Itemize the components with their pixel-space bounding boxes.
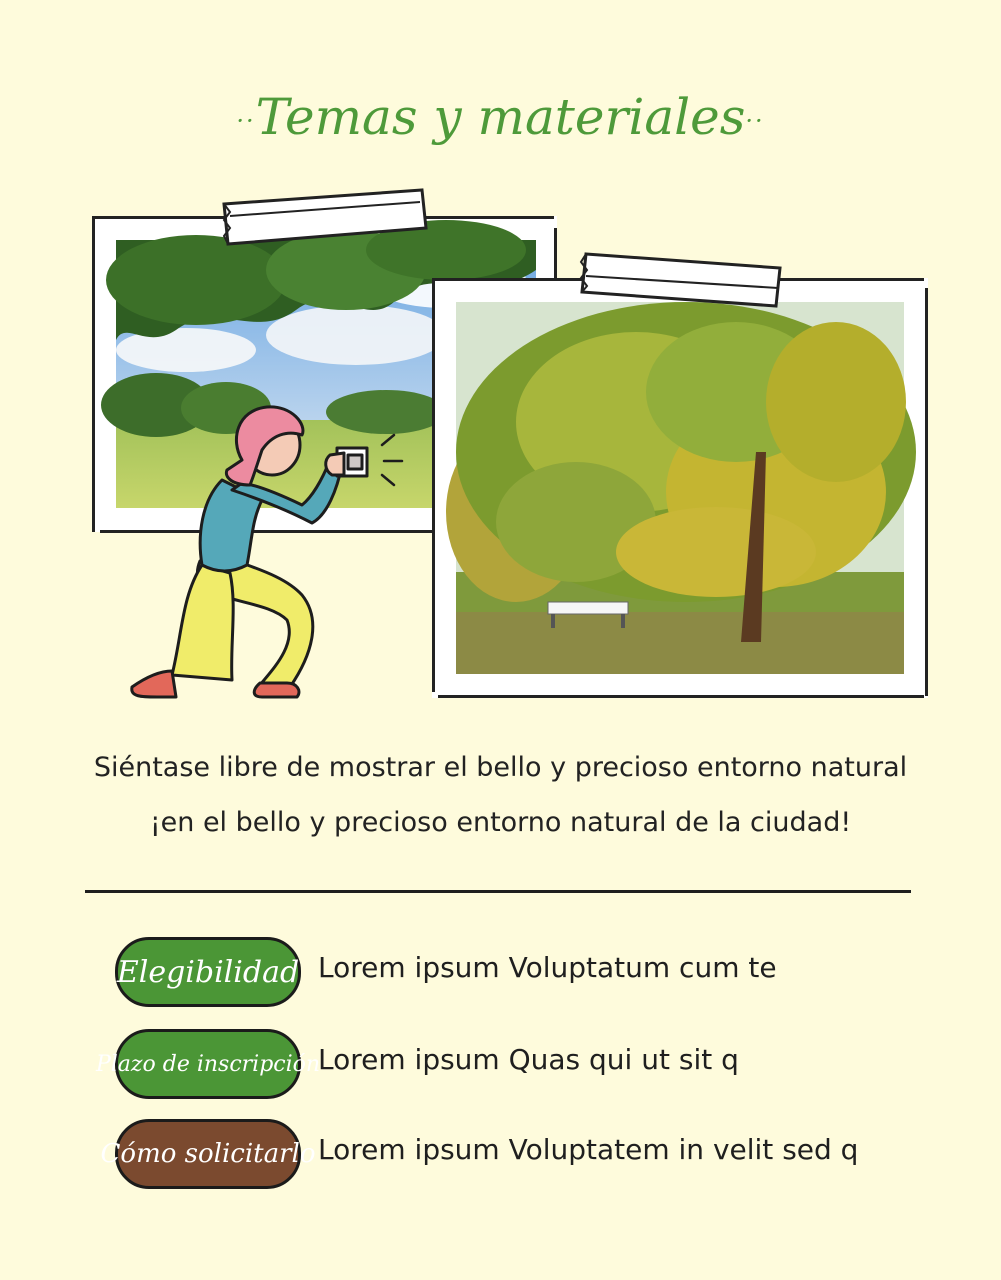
label-pill-how-to-apply	[100, 1119, 316, 1189]
row-text-how-to-apply: Lorem ipsum Voluptatem in velit sed q	[318, 1133, 859, 1166]
pill-label: Cómo solicitarlo	[100, 1139, 316, 1169]
divider	[85, 890, 911, 893]
info-row-eligibility	[115, 937, 915, 1007]
photographer-illustration	[112, 405, 412, 705]
pill-label: Plazo de inscripción	[95, 1051, 321, 1077]
title-dots-right: ··	[745, 107, 765, 135]
tree-photo	[456, 302, 904, 674]
tape-strip	[222, 186, 432, 248]
pill-label: Elegibilidad	[116, 954, 300, 990]
caption-line-2: ¡en el bello y precioso entorno natural de la ciudad!	[149, 807, 852, 838]
info-row-deadline	[95, 1029, 915, 1099]
info-row-how-to-apply	[100, 1119, 915, 1189]
row-text-deadline: Lorem ipsum Quas qui ut sit q	[318, 1043, 739, 1076]
caption-line-1: Siéntase libre de mostrar el bello y precioso entorno natural	[93, 752, 908, 783]
photo-frame-tree	[432, 278, 928, 698]
label-pill-eligibility	[115, 937, 301, 1007]
tape-strip	[580, 250, 786, 308]
label-pill-deadline	[95, 1029, 321, 1099]
title-dots-left: ··	[236, 107, 256, 135]
page-title	[0, 88, 1001, 146]
page-title-text: Temas y materiales	[255, 88, 746, 146]
row-text-eligibility: Lorem ipsum Voluptatum cum te	[318, 951, 777, 984]
